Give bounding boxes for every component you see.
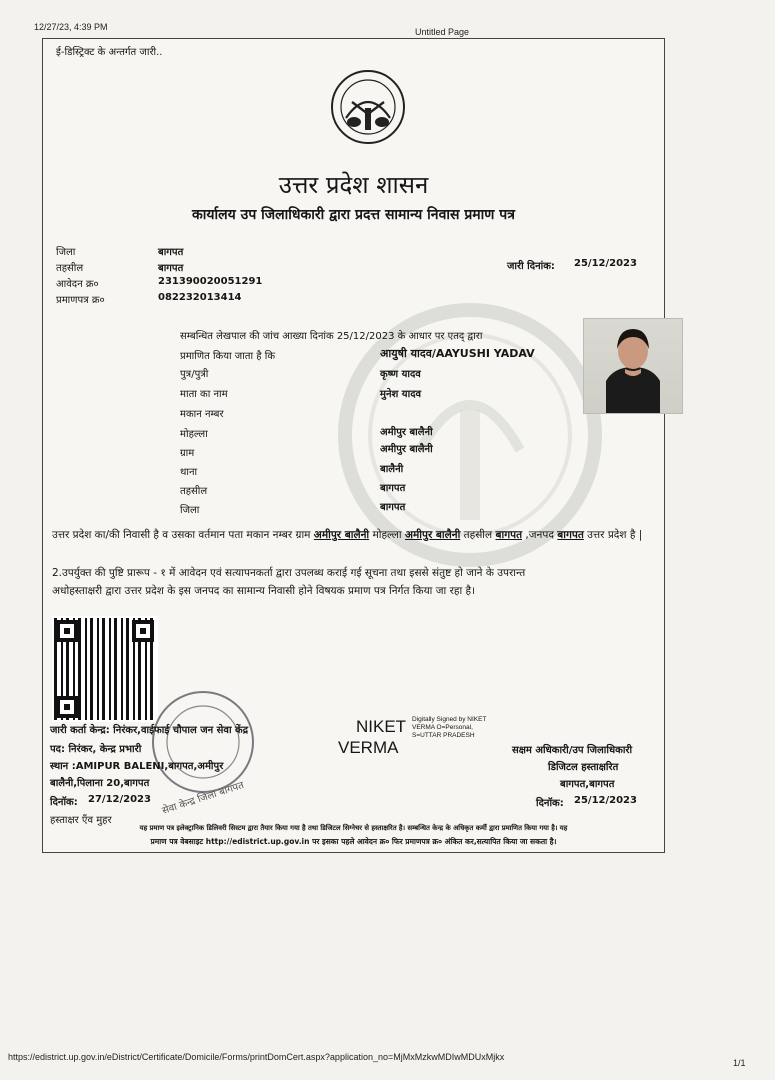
issuing-center-line1: जारी कर्ता केन्द्र: निरंकर,वाईफाई चौपाल जन सेवा केंद्र bbox=[50, 725, 249, 736]
field-label-application-no: आवेदन क्र० bbox=[56, 279, 99, 290]
footer-note-line2: प्रमाण पत्र वेबसाइट http://edistrict.up.gov.in पर इसका पहले आवेदन क्र० फिर प्रमाणपत्र क्र० अंकित कर,सत्यापित किया जा सकता है। bbox=[150, 837, 557, 846]
issue-date: 25/12/2023 bbox=[574, 258, 637, 269]
para1-text-1: उत्तर प्रदेश का/की निवासी है व उसका वर्तमान पता मकान नम्बर ग्राम bbox=[52, 529, 311, 541]
detail-value-mohalla: अमीपुर बालैनी bbox=[380, 427, 433, 438]
authority-line3: बागपत,बागपत bbox=[560, 779, 615, 790]
field-label-tehsil: तहसील bbox=[56, 263, 84, 274]
detail-value-tehsil-2: बागपत bbox=[380, 483, 406, 494]
intro-line: सम्बन्धित लेखपाल की जांच आख्या दिनांक 25/12/2023 के आधार पर एतद् द्वारा bbox=[180, 331, 483, 342]
detail-label-tehsil-2: तहसील bbox=[180, 486, 208, 497]
digital-signature-detail-2: VERMA O=Personal, bbox=[412, 724, 473, 731]
authority-line1: सक्षम अधिकारी/उप जिलाधिकारी bbox=[512, 745, 633, 756]
field-label-district: जिला bbox=[56, 247, 76, 258]
digital-signature-detail-3: S=UTTAR PRADESH bbox=[412, 732, 475, 739]
detail-label-police-station: थाना bbox=[180, 467, 198, 478]
issuing-center-line3: स्थान :AMIPUR BALENI,बागपत,अमीपुर bbox=[50, 761, 224, 772]
para2: 2.उपर्युक्त की पुष्टि प्रारूप - १ में आवेदन एवं सत्यापनकर्ता द्वारा उपलब्ध कराई गई सूचना तथा इससे संतुष्ट हो जाने के उपरान्त bbox=[52, 567, 526, 579]
para1-text-3: तहसील bbox=[463, 529, 493, 541]
print-url: https://edistrict.up.gov.in/eDistrict/Certificate/Domicile/Forms/printDomCert.aspx?application_no=MjMxMzkwMDIwMDUxMjkx bbox=[8, 1052, 505, 1062]
detail-label-father: पुत्र/पुत्री bbox=[180, 369, 209, 380]
issue-date-label: जारी दिनांक: bbox=[507, 261, 555, 272]
certificate-title: उत्तर प्रदेश शासन bbox=[278, 171, 429, 199]
detail-value-village: अमीपुर बालैनी bbox=[380, 444, 433, 455]
issuing-center-date: 27/12/2023 bbox=[88, 794, 151, 805]
print-page-number: 1/1 bbox=[733, 1058, 746, 1068]
applicant-photo bbox=[583, 318, 683, 414]
digital-signature-detail-1: Digitally Signed by NIKET bbox=[412, 716, 487, 723]
qr-code bbox=[52, 616, 158, 722]
center-stamp-text: सेवा केन्द्र जिला बागपत bbox=[160, 780, 246, 817]
para1-text-4: ,जनपद bbox=[525, 529, 554, 541]
detail-value-district-2: बागपत bbox=[380, 502, 406, 513]
field-value-certificate-no: 082232013414 bbox=[158, 292, 242, 303]
para1-village: अमीपुर बालैनी bbox=[313, 529, 370, 541]
authority-line2: डिजिटल हस्ताक्षरित bbox=[548, 762, 619, 773]
detail-value-police-station: बालैनी bbox=[380, 464, 404, 475]
address-paragraph bbox=[52, 526, 662, 544]
print-page-title: Untitled Page bbox=[415, 27, 470, 37]
digital-signature-details bbox=[412, 716, 486, 740]
detail-label-house-no: मकान नम्बर bbox=[180, 409, 224, 420]
para1-text-5: उत्तर प्रदेश है | bbox=[587, 529, 643, 541]
para1-district: बागपत bbox=[557, 529, 584, 541]
para1-tehsil: बागपत bbox=[495, 529, 523, 541]
detail-label-mother: माता का नाम bbox=[180, 389, 228, 400]
para1-mohalla: अमीपुर बालैनी bbox=[404, 529, 461, 541]
para1-text-2: मोहल्ला bbox=[372, 529, 402, 541]
detail-label-mohalla: मोहल्ला bbox=[180, 429, 208, 440]
detail-value-name: आयुषी यादव/AAYUSHI YADAV bbox=[380, 347, 535, 360]
issuing-center-line2: पद: निरंकर, केन्द्र प्रभारी bbox=[50, 744, 142, 755]
signer-name-line1: NIKET bbox=[356, 717, 407, 736]
top-note: ई-डिस्ट्रिक्ट के अन्तर्गत जारी.. bbox=[56, 47, 163, 58]
detail-label-village: ग्राम bbox=[180, 448, 195, 459]
field-value-application-no: 231390020051291 bbox=[158, 276, 263, 287]
para3: अधोहस्ताक्षरी द्वारा उत्तर प्रदेश के इस जनपद का सामान्य निवासी होने विषयक प्रमाण पत्र निर्गत किया जा रहा है। bbox=[52, 585, 476, 597]
print-datetime: 12/27/23, 4:39 PM bbox=[34, 22, 108, 32]
signature-and-seal-label: हस्ताक्षर एँव मुहर bbox=[50, 815, 112, 826]
detail-label-district-2: जिला bbox=[180, 505, 200, 516]
footer-note bbox=[44, 822, 663, 848]
issuing-center-line4: बालैनी,पिलाना 20,बागपत bbox=[50, 778, 150, 789]
detail-value-mother: मुनेश यादव bbox=[380, 389, 422, 400]
authority-date-label: दिनॉक: bbox=[536, 798, 564, 809]
authority-date: 25/12/2023 bbox=[574, 795, 637, 806]
signer-name-line2: VERMA bbox=[338, 738, 399, 757]
issuing-center-date-label: दिनॉक: bbox=[50, 797, 78, 808]
detail-label-certified: प्रमाणित किया जाता है कि bbox=[180, 351, 276, 362]
certificate-subtitle: कार्यालय उप जिलाधिकारी द्वारा प्रदत्त सामान्य निवास प्रमाण पत्र bbox=[192, 207, 515, 223]
field-label-certificate-no: प्रमाणपत्र क्र० bbox=[56, 295, 105, 306]
up-emblem-icon bbox=[322, 68, 414, 146]
footer-note-line1: यह प्रमाण पत्र इलेक्ट्रानिक डिलिवरी सिस्टम द्वारा तैयार किया गया है तथा डिजिटल सिग्नेचर से हस्ताक्षरित है। सम्बन्धित केन्द्र के अधिकृत कर्मी द्वारा प्रमाणित किया गया है। यह bbox=[139, 824, 568, 832]
field-value-district: बागपत bbox=[158, 247, 184, 258]
detail-value-father: कृष्ण यादव bbox=[380, 369, 421, 380]
field-value-tehsil: बागपत bbox=[158, 263, 184, 274]
